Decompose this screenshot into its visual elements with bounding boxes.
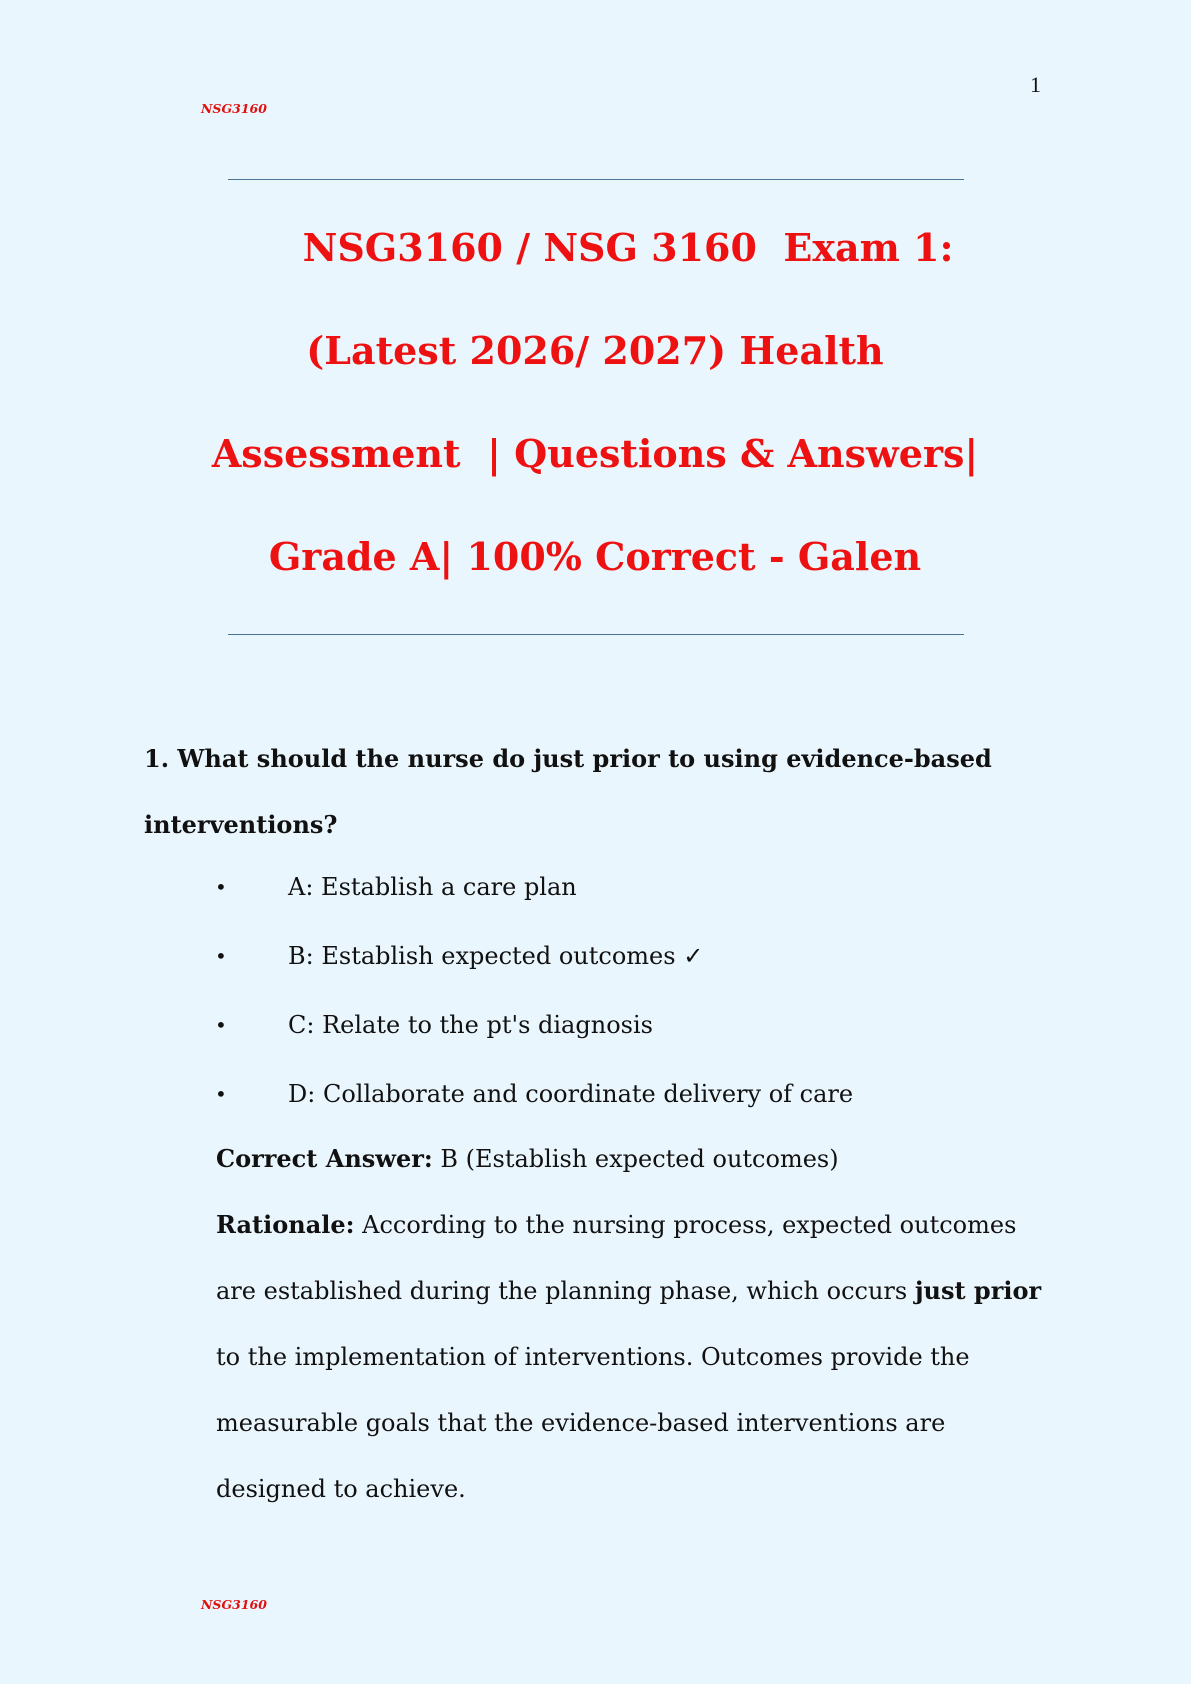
bullet-icon: • bbox=[215, 1013, 227, 1037]
title-line-2: (Latest 2026/ 2027) Health bbox=[306, 328, 884, 373]
running-head-bottom: NSG3160 bbox=[201, 1597, 267, 1612]
bullet-icon: • bbox=[215, 1082, 227, 1106]
bullet-icon: • bbox=[215, 944, 227, 968]
document-title bbox=[160, 196, 1030, 608]
correct-answer-label: Correct Answer: bbox=[216, 1144, 433, 1173]
option-c-text: C: Relate to the pt's diagnosis bbox=[288, 1011, 653, 1039]
running-head-top: NSG3160 bbox=[201, 101, 267, 116]
bullet-icon: • bbox=[215, 875, 227, 899]
answer-explanation bbox=[216, 1126, 1061, 1522]
title-bottom-rule bbox=[228, 634, 964, 635]
title-line-1: NSG3160 / NSG 3160 Exam 1: bbox=[236, 225, 954, 270]
rationale-paragraph bbox=[216, 1192, 1061, 1522]
rationale-label: Rationale: bbox=[216, 1210, 355, 1239]
rationale-emphasis: just prior bbox=[914, 1276, 1042, 1305]
correct-answer-value: B (Establish expected outcomes) bbox=[432, 1145, 839, 1173]
question-1-text: 1. What should the nurse do just prior to using evidence-based interventions? bbox=[144, 744, 992, 839]
correct-answer-line bbox=[216, 1126, 1061, 1192]
rationale-text-part2: to the implementation of interventions. Outcomes provide the measurable goals that the evidence-based interventions are designed to achieve. bbox=[216, 1343, 970, 1503]
title-line-3: Assessment | Questions & Answers| bbox=[211, 431, 979, 476]
option-a-text: A: Establish a care plan bbox=[288, 873, 577, 901]
page-number: 1 bbox=[1030, 72, 1041, 97]
option-b-text: B: Establish expected outcomes ✓ bbox=[288, 942, 704, 970]
title-top-rule bbox=[228, 179, 964, 180]
title-line-4: Grade A| 100% Correct - Galen bbox=[268, 534, 922, 579]
rationale-text-part1: According to the nursing process, expected outcomes are established during the planning phase, which occurs bbox=[216, 1211, 1017, 1305]
option-d-text: D: Collaborate and coordinate delivery of care bbox=[288, 1080, 854, 1108]
